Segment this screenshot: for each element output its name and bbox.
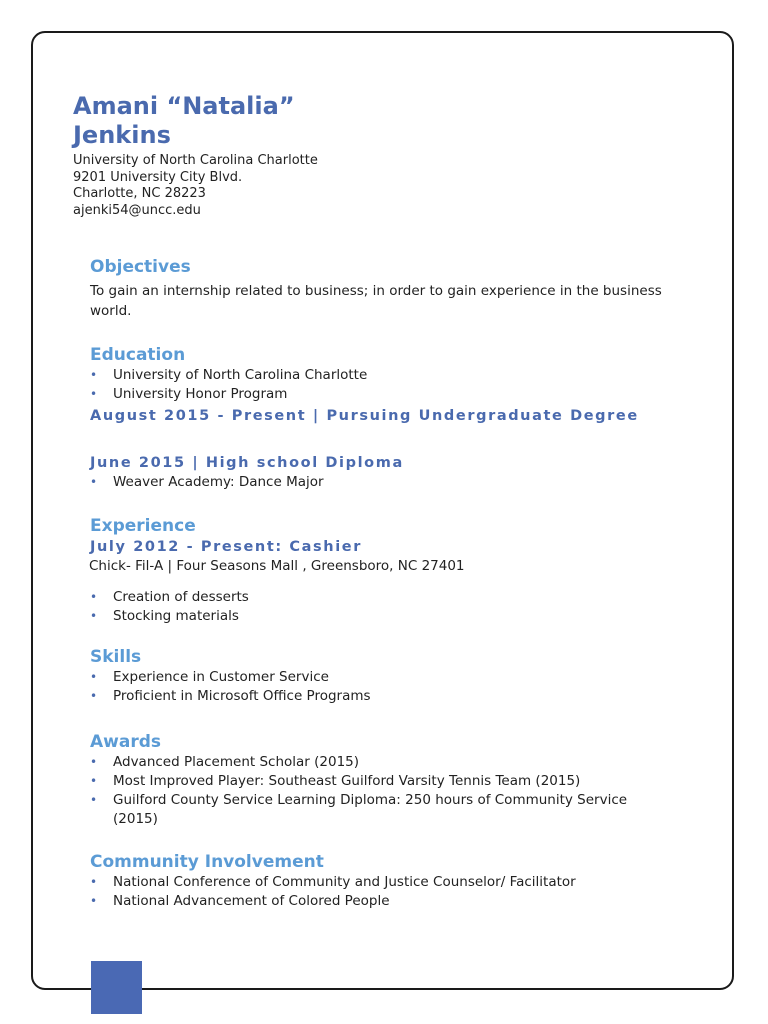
community-title: Community Involvement [90,852,324,872]
objectives-section [90,256,690,321]
list-item: • National Advancement of Colored People [90,892,690,911]
degree-heading: August 2015 - Present | Pursuing Undergraduate Degree [90,408,639,424]
employer-line: Chick- Fil-A | Four Seasons Mall , Greensboro, NC 27401 [89,558,465,574]
skills-section [90,646,690,706]
awards-title: Awards [90,732,162,752]
list-item: • University Honor Program [90,385,690,404]
contact-street: 9201 University City Blvd. [73,169,243,185]
objectives-text: To gain an internship related to business; in order to gain experience in the business world. [90,283,662,319]
candidate-name [73,92,373,150]
diploma-heading: June 2015 | High school Diploma [90,455,404,471]
contact-city: Charlotte, NC 28223 [73,186,206,201]
list-item: • Creation of desserts [90,588,690,607]
experience-list [90,588,690,626]
awards-list [90,753,665,829]
education-section [90,344,690,492]
name-line-1: Amani “Natalia” [73,92,295,120]
experience-section [90,515,690,626]
skills-list [90,668,690,706]
list-item: • Proficient in Microsoft Office Programs [90,687,690,706]
list-item: • Weaver Academy: Dance Major [90,473,690,492]
diploma-list [90,473,690,492]
list-item: • Guilford County Service Learning Diploma: 250 hours of Community Service (2015) [90,791,665,829]
contact-email: ajenki54@uncc.edu [73,202,201,218]
community-list [90,873,690,911]
contact-school: University of North Carolina Charlotte [73,153,318,168]
list-item: • University of North Carolina Charlotte [90,366,690,385]
awards-section [90,731,690,829]
experience-title: Experience [90,516,196,536]
list-item: • National Conference of Community and Justice Counselor/ Facilitator [90,873,690,892]
education-list [90,366,690,404]
job-heading: July 2012 - Present: Cashier [90,539,362,555]
list-item: • Stocking materials [90,607,690,626]
list-item: • Experience in Customer Service [90,668,690,687]
list-item: • Most Improved Player: Southeast Guilford Varsity Tennis Team (2015) [90,772,665,791]
community-section [90,851,690,911]
name-line-2: Jenkins [73,121,171,149]
decorative-corner-block [91,961,142,1014]
objectives-title: Objectives [90,257,191,277]
education-title: Education [90,345,186,365]
skills-title: Skills [90,647,142,667]
contact-block [73,153,318,219]
list-item: • Advanced Placement Scholar (2015) [90,753,665,772]
